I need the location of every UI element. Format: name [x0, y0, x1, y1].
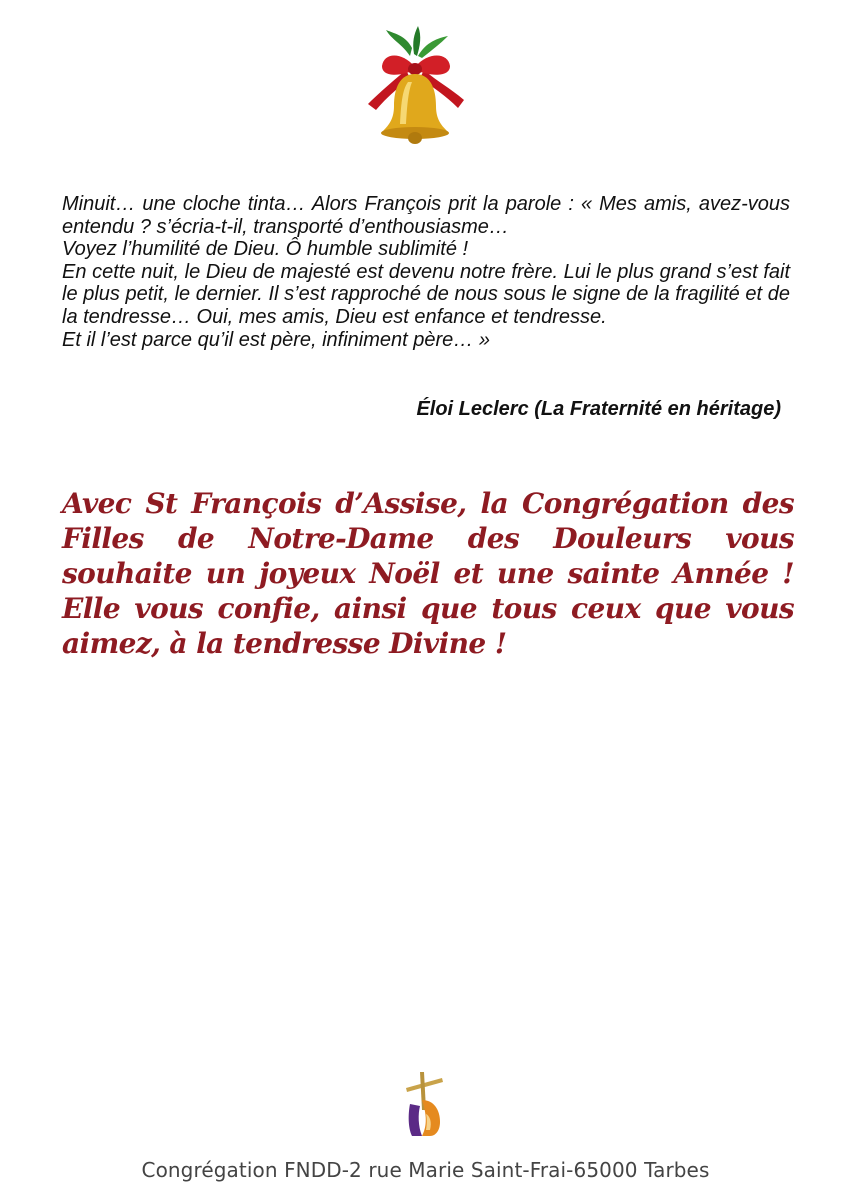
quote-paragraph-3: En cette nuit, le Dieu de majesté est devenu notre frère. Lui le plus grand s’est fait le plus petit, le dernier. Il s’est rapproché de nous sous le signe de la fragilité et de la tendresse… Oui, mes amis, Dieu est enfance et tendresse.: [62, 260, 790, 328]
christmas-bell-icon: [362, 26, 468, 146]
quote-paragraph-2: Voyez l’humilité de Dieu. Ô humble sublimité !: [62, 238, 469, 261]
quote-author: Éloi Leclerc (La Fraternité en héritage): [416, 398, 781, 420]
congregation-logo-icon: [400, 1070, 448, 1140]
quote-paragraph-1: Minuit… une cloche tinta… Alors François prit la parole : « Mes amis, avez-vous entendu ? s’écria-t-il, transporté d’enthousiasme…: [62, 193, 790, 238]
quote-block: [62, 193, 790, 351]
footer-address: Congrégation FNDD-2 rue Marie Saint-Frai-65000 Tarbes: [141, 1158, 710, 1182]
quote-paragraph-4: Et il l’est parce qu’il est père, infiniment père… »: [62, 328, 490, 351]
christmas-greeting: Avec St François d’Assise, la Congrégation des Filles de Notre-Dame des Douleurs vous souhaite un joyeux Noël et une sainte Année ! Elle vous confie, ainsi que tous ceux que vous aimez, à la tendresse Divine !: [62, 487, 794, 660]
